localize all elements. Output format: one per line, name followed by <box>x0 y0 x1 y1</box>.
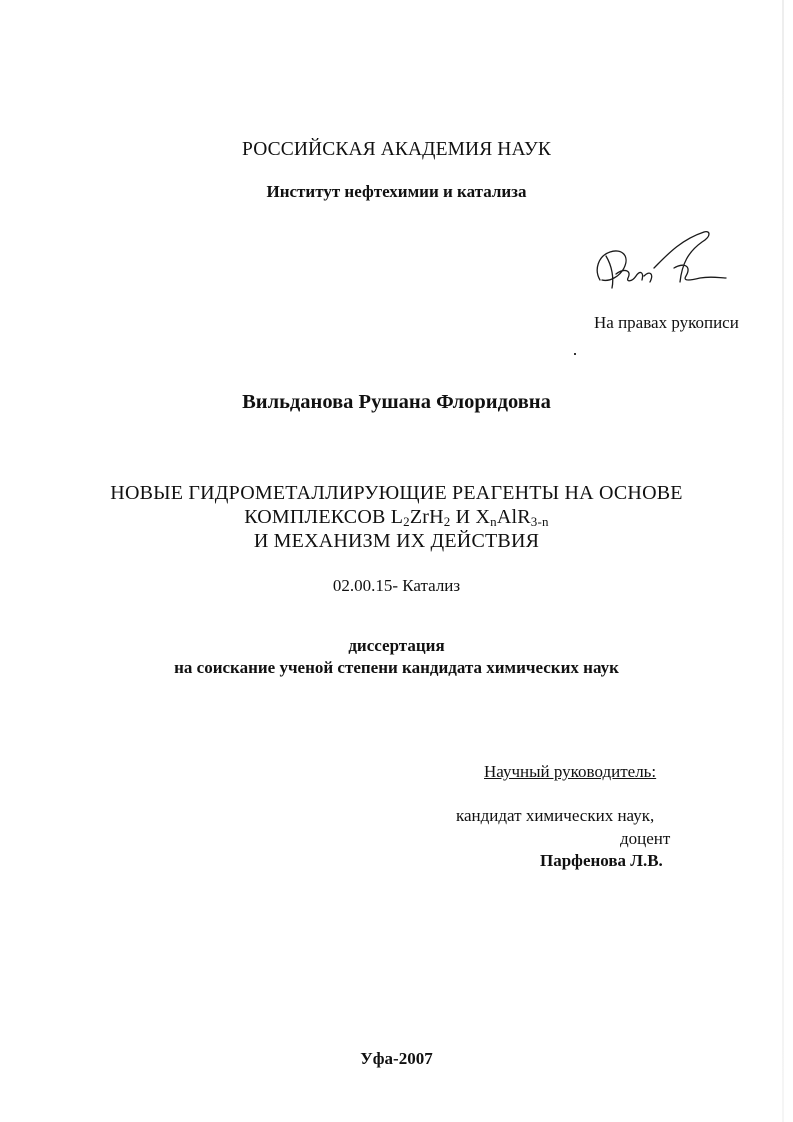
title-line-2: КОМПЛЕКСОВ $L_2ZrH_2$ И $X_nAlR_{3-n}$ <box>244 506 549 529</box>
dissertation-title <box>0 481 793 553</box>
title-line-3: И МЕХАНИЗМ ИХ ДЕЙСТВИЯ <box>253 530 540 552</box>
supervisor-label: Научный руководитель: <box>484 762 657 781</box>
degree-info <box>0 635 793 679</box>
degree-type: диссертация <box>348 636 445 655</box>
scan-speck <box>574 353 576 355</box>
author-name: Вильданова Рушана Флоридовна <box>242 391 551 413</box>
institute-name: Институт нефтехимии и катализа <box>266 182 527 201</box>
academy-name: РОССИЙСКАЯ АКАДЕМИЯ НАУК <box>242 139 551 160</box>
handwritten-signature <box>588 222 728 302</box>
supervisor-rank: кандидат химических наук, <box>456 806 655 825</box>
title-line-1: НОВЫЕ ГИДРОМЕТАЛЛИРУЮЩИЕ РЕАГЕНТЫ НА ОСНОВЕ <box>110 482 683 504</box>
degree-purpose: на соискание ученой степени кандидата химических наук <box>174 658 619 677</box>
manuscript-rights: На правах рукописи <box>594 313 739 332</box>
supervisor-name: Парфенова Л.В. <box>540 851 663 870</box>
place-year: Уфа-2007 <box>360 1049 433 1068</box>
specialty-code: 02.00.15- Катализ <box>332 576 461 595</box>
supervisor-position: доцент <box>620 829 671 848</box>
scan-edge <box>782 0 784 1122</box>
